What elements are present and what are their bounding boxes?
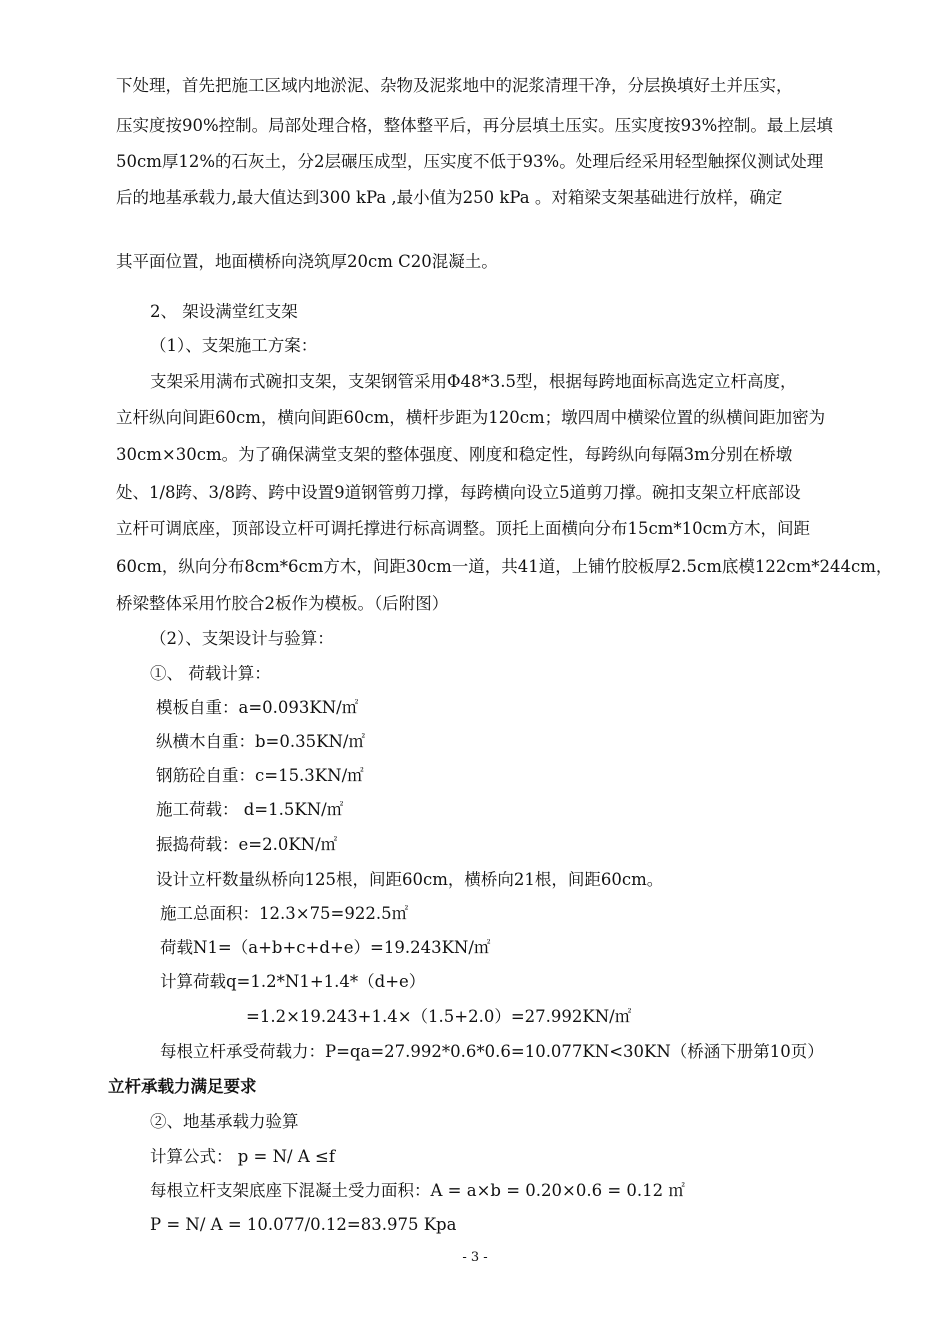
load-item: 钢筋砼自重：c=15.3KN/㎡ <box>156 766 364 785</box>
load-item: 施工荷载： d=1.5KN/㎡ <box>156 800 344 819</box>
area-formula-line: 每根立杆支架底座下混凝土受力面积：A = a×b = 0.20×0.6 = 0.12 ㎡ <box>150 1181 685 1200</box>
paragraph-line: 压实度按90%控制。局部处理合格，整体整平后，再分层填土压实。压实度按93%控制。最上层填 <box>116 116 833 135</box>
paragraph-line: 后的地基承载力,最大值达到300 kPa ,最小值为250 kPa 。对箱梁支架基础进行放样，确定 <box>116 188 783 207</box>
paragraph-line: 30cm×30cm。为了确保满堂支架的整体强度、刚度和稳定性，每跨纵向每隔3m分别在桥墩 <box>116 445 793 464</box>
formula-line: 计算公式： p = N/ A ≤f <box>150 1147 335 1166</box>
design-line: 设计立杆数量纵桥向125根，间距60cm，横桥向21根，间距60cm。 <box>156 870 664 889</box>
load-item: 纵横木自重：b=0.35KN/㎡ <box>156 732 365 751</box>
load-item: 振捣荷载：e=2.0KN/㎡ <box>156 835 338 854</box>
paragraph-line: 50cm厚12%的石灰土，分2层碾压成型，压实度不低于93%。处理后经采用轻型触探仪测试处理 <box>116 152 824 171</box>
calc-result-line: =1.2×19.243+1.4×（1.5+2.0）=27.992KN/㎡ <box>246 1007 632 1026</box>
load-heading: ①、 荷载计算： <box>150 664 271 683</box>
paragraph-line: 下处理，首先把施工区域内地淤泥、杂物及泥浆地中的泥浆清理干净，分层换填好土并压实， <box>116 76 793 95</box>
paragraph-line: 支架采用满布式碗扣支架，支架钢管采用Φ48*3.5型，根据每跨地面标高选定立杆高度， <box>150 372 797 391</box>
paragraph-line: 处、1/8跨、3/8跨、跨中设置9道钢管剪刀撑，每跨横向设立5道剪刀撑。碗扣支架立杆底部设 <box>116 483 801 502</box>
paragraph-line: 其平面位置，地面横桥向浇筑厚20cm C20混凝土。 <box>116 252 498 271</box>
paragraph-line: 60cm，纵向分布8cm*6cm方木，间距30cm一道，共41道，上铺竹胶板厚2.5cm底模122cm*244cm， <box>116 557 893 576</box>
load-n1-line: 荷载N1=（a+b+c+d+e）=19.243KN/㎡ <box>160 938 491 957</box>
calc-load-line: 计算荷载q=1.2*N1+1.4*（d+e） <box>160 972 426 991</box>
subsection-heading: （2）、支架设计与验算： <box>150 629 334 648</box>
section-heading: 2、 架设满堂红支架 <box>150 302 298 321</box>
each-pole-line: 每根立杆承受荷载力：P=qa=27.992*0.6*0.6=10.077KN<30KN（桥涵下册第10页） <box>160 1042 824 1061</box>
paragraph-line: 立杆纵向间距60cm，横向间距60cm，横杆步距为120cm；墩四周中横梁位置的纵横间距加密为 <box>116 408 826 427</box>
page-number: - 3 - <box>462 1250 488 1265</box>
paragraph-line: 桥梁整体采用竹胶合2板作为模板。（后附图） <box>116 594 449 613</box>
subsection-heading: （1）、支架施工方案： <box>150 336 318 355</box>
area-line: 施工总面积：12.3×75=922.5㎡ <box>160 904 409 923</box>
p-result-line: P = N/ A = 10.077/0.12=83.975 Kpa <box>150 1215 457 1234</box>
conclusion: 立杆承载力满足要求 <box>108 1077 257 1096</box>
foundation-heading: ②、地基承载力验算 <box>150 1112 299 1131</box>
load-item: 模板自重：a=0.093KN/㎡ <box>156 698 359 717</box>
paragraph-line: 立杆可调底座，顶部设立杆可调托撑进行标高调整。顶托上面横向分布15cm*10cm方木，间距 <box>116 519 811 538</box>
